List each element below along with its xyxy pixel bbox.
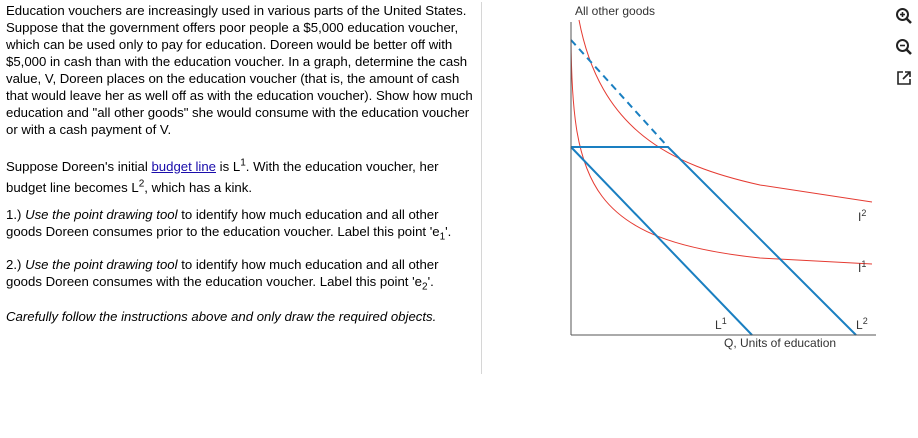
- budget-line-L2: [571, 147, 856, 335]
- graph-toolbar: [894, 6, 916, 99]
- step-1-text: to identify how much education and all other goods Doreen consumes prior to the education voucher. Label this point 'e: [6, 207, 440, 239]
- label-I2: $I^2$: [858, 208, 867, 224]
- budget-text-pre: Suppose Doreen's initial: [6, 159, 152, 174]
- label-I1: $I^1$: [858, 259, 867, 275]
- budget-statement: [6, 156, 477, 198]
- cash-budget-line-dashed: [571, 40, 668, 147]
- indifference-curve-1: [571, 38, 872, 264]
- budget-line-L1: [571, 147, 752, 335]
- step-1-subscript: 1: [439, 231, 446, 243]
- budget-text-post: , which has a kink.: [144, 180, 253, 195]
- x-axis-label: Q, Units of education: [724, 336, 837, 350]
- budget-sup-1: 1: [240, 157, 246, 169]
- indifference-graph[interactable]: [560, 0, 890, 360]
- question-panel: [6, 2, 482, 374]
- final-instruction: [6, 308, 477, 325]
- zoom-in-icon: [895, 7, 913, 25]
- label-L2: $L^2$: [856, 316, 868, 332]
- y-axis-label: All other goods: [575, 4, 656, 18]
- popout-button[interactable]: [894, 68, 914, 88]
- zoom-out-icon: [895, 38, 913, 56]
- question-intro: Education vouchers are increasingly used in various parts of the United States. Suppose that the government offers poor people a $5,000 education voucher, which can be used only to pay for education. Doreen would be better off with $5,000 in cash than with the education voucher. In a graph, determine the cash value, V, Doreen places on the education voucher (that is, the amount of cash that would leave her as well off as with the education voucher). Show how much education and "all other goods" she would consume with the education voucher or with a cash payment of V.: [6, 3, 473, 137]
- step-2-subscript: 2: [422, 281, 428, 293]
- step-2-number: 2.): [6, 257, 26, 272]
- budget-text-mid: is L: [216, 159, 241, 174]
- step-1-instruction: [6, 206, 477, 243]
- indifference-curve-2: [579, 20, 872, 202]
- external-window-icon: [896, 70, 912, 86]
- zoom-in-button[interactable]: [894, 6, 914, 26]
- step-2-tool-phrase: Use the point drawing tool: [25, 257, 178, 272]
- step-2-instruction: [6, 256, 477, 293]
- budget-text-mid2: . With the education voucher, her budget line becomes L: [6, 159, 439, 195]
- label-L1: $L^1$: [715, 316, 727, 332]
- final-instruction-text: Carefully follow the instructions above and only draw the required objects.: [6, 309, 437, 324]
- step-1-end: '.: [445, 224, 452, 239]
- graph-area[interactable]: [560, 0, 890, 360]
- step-1-number: 1.): [6, 207, 26, 222]
- budget-line-link[interactable]: budget line: [151, 159, 216, 174]
- step-2-text: to identify how much education and all other goods Doreen consumes with the education voucher. Label this point 'e: [6, 257, 439, 289]
- step-1-tool-phrase: Use the point drawing tool: [25, 207, 178, 222]
- zoom-out-button[interactable]: [894, 37, 914, 57]
- step-2-end: '.: [427, 274, 434, 289]
- budget-sup-2: 2: [138, 178, 145, 190]
